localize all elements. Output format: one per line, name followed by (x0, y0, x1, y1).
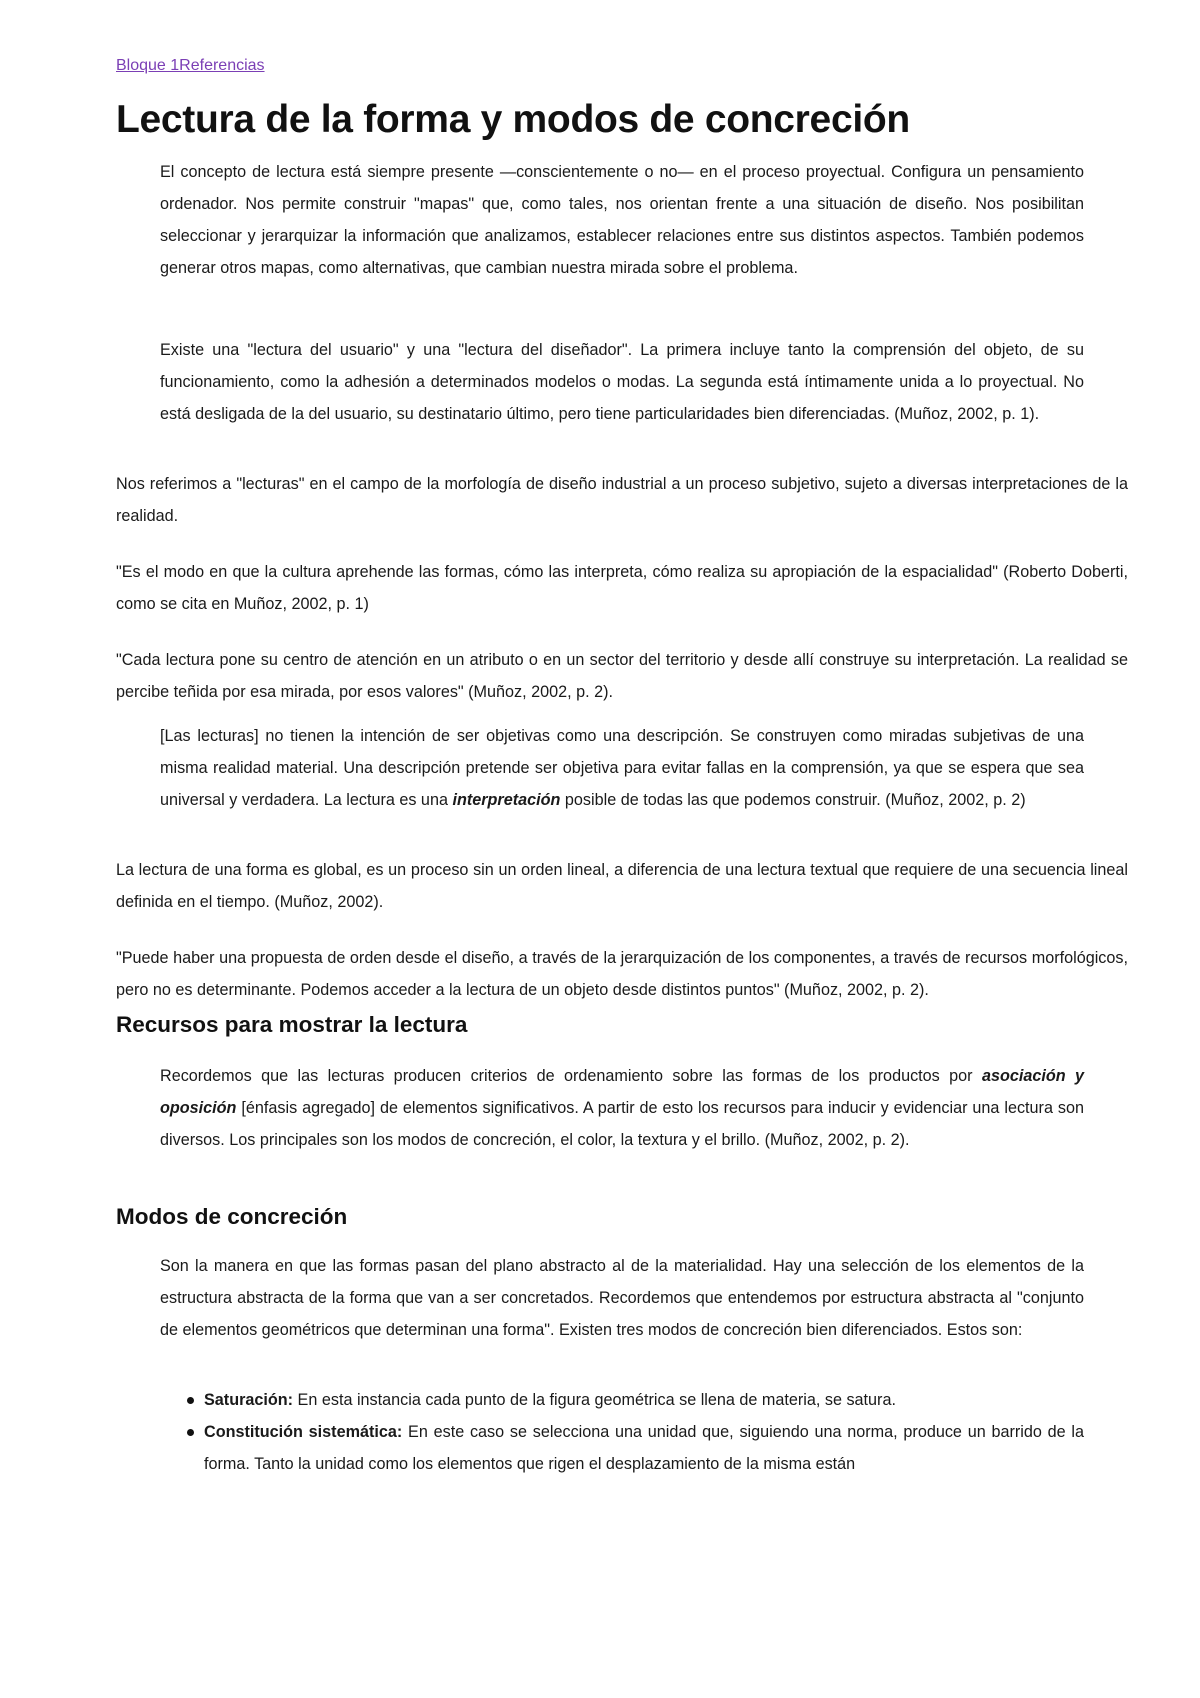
quote-block-3-text-b: posible de todas las que podemos construir. (Muñoz, 2002, p. 2) (560, 791, 1026, 809)
heading-modos: Modos de concreción (116, 1204, 348, 1229)
paragraph-modos-concrecion: Son la manera en que las formas pasan del plano abstracto al de la materialidad. Hay una selección de los elementos de la estructura abstracta de la forma que van a ser concretados. Recordemos que entendemos por estructura abstracta al "conjunto de elementos geométricos que determinan una forma". Existen tres modos de concreción bien diferenciados. Estos son: (160, 1257, 1084, 1339)
quote-block-3-text-a: [Las lecturas] no tienen la intención de ser objetivas como una descripción. Se construyen como miradas subjetivas de una misma realidad material. Una descripción pretende ser objetiva para evitar fallas en la comprensión, ya que se espera que sea universal y verdadera. La lectura es una (160, 727, 1084, 809)
quote-block-3 (160, 720, 1084, 816)
quote-block-4-text-a: Recordemos que las lecturas producen criterios de ordenamiento sobre las formas de los productos por (160, 1067, 982, 1085)
bullet-term: Constitución sistemática: (204, 1423, 403, 1441)
breadcrumb-link[interactable]: Bloque 1Referencias (116, 57, 265, 74)
bullet-term: Saturación: (204, 1391, 294, 1409)
paragraph-propuesta-orden: "Puede haber una propuesta de orden desde el diseño, a través de la jerarquización de los componentes, a través de recursos morfológicos, pero no es determinante. Podemos acceder a la lectura de un objeto desde distintos puntos" (Muñoz, 2002, p. 2). (116, 949, 1128, 999)
bullet-list (204, 1384, 1084, 1480)
page-title: Lectura de la forma y modos de concreción (116, 98, 910, 141)
emphasis-interpretacion: interpretación (452, 791, 561, 809)
quote-block-1: El concepto de lectura está siempre presente —conscientemente o no— en el proceso proyectual. Configura un pensamiento ordenador. Nos permite construir "mapas" que, como tales, nos orientan frente a una situación de diseño. Nos posibilitan seleccionar y jerarquizar la información que analizamos, establecer relaciones entre sus distintos aspectos. También podemos generar otros mapas, como alternativas, que cambian nuestra mirada sobre el problema. (160, 163, 1084, 277)
paragraph-lectura-global: La lectura de una forma es global, es un proceso sin un orden lineal, a diferencia de una lectura textual que requiere de una secuencia lineal definida en el tiempo. (Muñoz, 2002). (116, 861, 1128, 911)
heading-recursos: Recursos para mostrar la lectura (116, 1012, 468, 1037)
paragraph-munoz-quote: "Cada lectura pone su centro de atención en un atributo o en un sector del territorio y desde allí construye su interpretación. La realidad se percibe teñida por esa mirada, por esos valores" (Muñoz, 2002, p. 2). (116, 651, 1128, 701)
quote-block-4 (160, 1060, 1084, 1156)
emphasis-asociacion-oposicion: asociación y oposición (160, 1067, 1084, 1117)
quote-block-2: Existe una "lectura del usuario" y una "lectura del diseñador". La primera incluye tanto la comprensión del objeto, de su funcionamiento, como la adhesión a determinados modelos o modas. La segunda está íntimamente unida a lo proyectual. No está desligada de la del usuario, su destinatario último, pero tiene particularidades bien diferenciadas. (Muñoz, 2002, p. 1). (160, 341, 1084, 423)
list-item (204, 1416, 1084, 1480)
quote-block-4-text-b: [énfasis agregado] de elementos significativos. A partir de esto los recursos para inducir y evidenciar una lectura son diversos. Los principales son los modos de concreción, el color, la textura y el brillo. (Muñoz, 2002, p. 2). (160, 1099, 1084, 1149)
bullet-icon (187, 1429, 194, 1436)
bullet-text: En esta instancia cada punto de la figura geométrica se llena de materia, se satura. (293, 1391, 896, 1409)
paragraph-lecturas: Nos referimos a "lecturas" en el campo de la morfología de diseño industrial a un proceso subjetivo, sujeto a diversas interpretaciones de la realidad. (116, 475, 1128, 525)
paragraph-doberti-quote: "Es el modo en que la cultura aprehende las formas, cómo las interpreta, cómo realiza su apropiación de la espacialidad" (Roberto Doberti, como se cita en Muñoz, 2002, p. 1) (116, 563, 1128, 613)
list-item (204, 1384, 1084, 1416)
bullet-text: En este caso se selecciona una unidad que, siguiendo una norma, produce un barrido de la forma. Tanto la unidad como los elementos que rigen el desplazamiento de la misma están (204, 1423, 1084, 1473)
bullet-icon (187, 1397, 194, 1404)
